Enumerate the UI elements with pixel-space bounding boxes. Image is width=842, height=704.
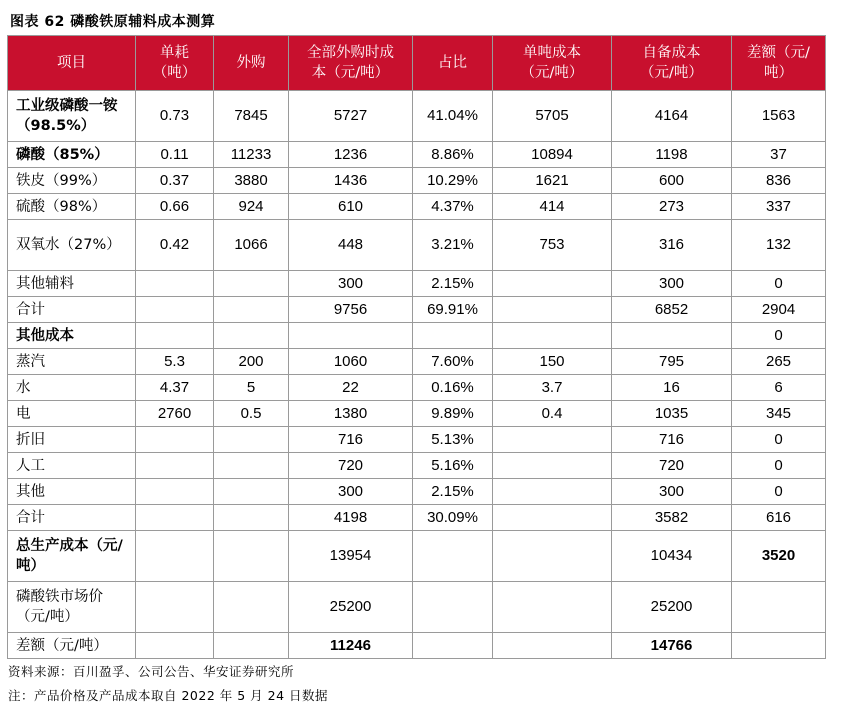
source-note: 资料来源：百川盈孚、公司公告、华安证券研究所	[8, 664, 295, 679]
cell-share: 30.09%	[413, 505, 493, 531]
cell-self-cost: 1035	[612, 401, 732, 427]
table-row	[8, 633, 826, 659]
table-row	[8, 297, 826, 323]
cell-full-cost: 4198	[289, 505, 413, 531]
cell-diff: 337	[732, 194, 826, 220]
cell-share: 7.60%	[413, 349, 493, 375]
row-label: 其他成本	[8, 323, 136, 349]
cell-self-cost: 716	[612, 427, 732, 453]
cell-purchase	[214, 453, 289, 479]
cell-usage	[136, 633, 214, 659]
cell-purchase	[214, 479, 289, 505]
cell-full-cost: 11246	[289, 633, 413, 659]
table-row	[8, 323, 826, 349]
cell-purchase	[214, 271, 289, 297]
footnote: 注：产品价格及产品成本取自 2022 年 5 月 24 日数据	[8, 688, 329, 703]
cell-share	[413, 323, 493, 349]
col-header-diff: 差额（元/ 吨）	[732, 36, 826, 91]
cell-share: 41.04%	[413, 91, 493, 142]
cell-usage	[136, 531, 214, 582]
row-label: 硫酸（98%）	[8, 194, 136, 220]
cell-diff: 0	[732, 427, 826, 453]
cell-diff	[732, 633, 826, 659]
cell-purchase	[214, 323, 289, 349]
col-header-unit-cost: 单吨成本 （元/吨）	[493, 36, 612, 91]
cell-full-cost	[289, 323, 413, 349]
cell-purchase: 5	[214, 375, 289, 401]
row-label: 水	[8, 375, 136, 401]
cell-purchase: 0.5	[214, 401, 289, 427]
table-row	[8, 479, 826, 505]
cell-purchase	[214, 582, 289, 633]
cell-unit-cost	[493, 323, 612, 349]
col-header-item: 项目	[8, 36, 136, 91]
cell-self-cost: 600	[612, 168, 732, 194]
col-header-usage: 单耗 （吨）	[136, 36, 214, 91]
figure-title: 图表 62 磷酸铁原辅料成本测算	[10, 14, 216, 30]
cell-full-cost: 610	[289, 194, 413, 220]
col-header-full-cost: 全部外购时成 本（元/吨）	[289, 36, 413, 91]
cell-full-cost: 716	[289, 427, 413, 453]
cell-usage: 4.37	[136, 375, 214, 401]
cell-diff: 345	[732, 401, 826, 427]
col-header-self-cost: 自备成本 （元/吨）	[612, 36, 732, 91]
row-label: 总生产成本（元/吨）	[8, 531, 136, 582]
cell-full-cost: 13954	[289, 531, 413, 582]
cell-unit-cost	[493, 582, 612, 633]
cell-unit-cost: 3.7	[493, 375, 612, 401]
cell-full-cost: 448	[289, 220, 413, 271]
cell-purchase	[214, 427, 289, 453]
cell-purchase: 924	[214, 194, 289, 220]
cell-unit-cost: 5705	[493, 91, 612, 142]
cell-share: 4.37%	[413, 194, 493, 220]
cell-share: 69.91%	[413, 297, 493, 323]
cell-share: 10.29%	[413, 168, 493, 194]
cell-diff: 2904	[732, 297, 826, 323]
cell-usage	[136, 323, 214, 349]
cell-usage	[136, 582, 214, 633]
cell-usage: 2760	[136, 401, 214, 427]
cell-usage: 0.11	[136, 142, 214, 168]
cell-unit-cost	[493, 427, 612, 453]
cell-self-cost: 16	[612, 375, 732, 401]
table-row	[8, 271, 826, 297]
row-label: 铁皮（99%）	[8, 168, 136, 194]
cell-diff: 836	[732, 168, 826, 194]
table-row	[8, 505, 826, 531]
cell-unit-cost	[493, 531, 612, 582]
cell-purchase: 1066	[214, 220, 289, 271]
cell-usage: 0.73	[136, 91, 214, 142]
cell-purchase	[214, 505, 289, 531]
cell-share: 8.86%	[413, 142, 493, 168]
cell-usage	[136, 453, 214, 479]
cell-self-cost: 25200	[612, 582, 732, 633]
col-header-purchase: 外购	[214, 36, 289, 91]
cell-full-cost: 300	[289, 479, 413, 505]
cell-full-cost: 5727	[289, 91, 413, 142]
cell-diff: 6	[732, 375, 826, 401]
row-label: 折旧	[8, 427, 136, 453]
cell-self-cost: 316	[612, 220, 732, 271]
cell-unit-cost: 10894	[493, 142, 612, 168]
row-label: 合计	[8, 505, 136, 531]
cell-full-cost: 1060	[289, 349, 413, 375]
col-header-share: 占比	[413, 36, 493, 91]
row-label: 其他	[8, 479, 136, 505]
cell-share: 5.13%	[413, 427, 493, 453]
cell-unit-cost: 1621	[493, 168, 612, 194]
cell-full-cost: 9756	[289, 297, 413, 323]
cell-purchase	[214, 297, 289, 323]
cell-share: 2.15%	[413, 271, 493, 297]
cell-purchase: 7845	[214, 91, 289, 142]
cell-usage: 0.66	[136, 194, 214, 220]
cell-full-cost: 1380	[289, 401, 413, 427]
cell-purchase	[214, 633, 289, 659]
cell-diff: 0	[732, 453, 826, 479]
cell-self-cost: 795	[612, 349, 732, 375]
cell-unit-cost: 0.4	[493, 401, 612, 427]
cell-self-cost: 720	[612, 453, 732, 479]
cell-share: 3.21%	[413, 220, 493, 271]
cell-self-cost: 10434	[612, 531, 732, 582]
cell-diff: 0	[732, 323, 826, 349]
cell-purchase: 11233	[214, 142, 289, 168]
row-label: 工业级磷酸一铵（98.5%）	[8, 91, 136, 142]
cell-share	[413, 531, 493, 582]
cell-share: 0.16%	[413, 375, 493, 401]
row-label: 电	[8, 401, 136, 427]
cell-diff: 0	[732, 271, 826, 297]
row-label: 磷酸（85%）	[8, 142, 136, 168]
cell-unit-cost	[493, 633, 612, 659]
cell-unit-cost: 150	[493, 349, 612, 375]
cell-full-cost: 1236	[289, 142, 413, 168]
cell-self-cost: 300	[612, 479, 732, 505]
row-label: 蒸汽	[8, 349, 136, 375]
row-label: 人工	[8, 453, 136, 479]
cell-purchase: 3880	[214, 168, 289, 194]
cell-unit-cost	[493, 453, 612, 479]
cell-full-cost: 25200	[289, 582, 413, 633]
cell-self-cost: 4164	[612, 91, 732, 142]
header-row	[8, 36, 826, 91]
cell-share: 5.16%	[413, 453, 493, 479]
cell-usage	[136, 271, 214, 297]
cell-share: 2.15%	[413, 479, 493, 505]
cell-diff: 616	[732, 505, 826, 531]
cell-diff: 3520	[732, 531, 826, 582]
cell-usage	[136, 427, 214, 453]
cell-usage	[136, 505, 214, 531]
cell-usage: 5.3	[136, 349, 214, 375]
cell-full-cost: 22	[289, 375, 413, 401]
cell-self-cost: 6852	[612, 297, 732, 323]
cell-purchase	[214, 531, 289, 582]
cell-diff: 265	[732, 349, 826, 375]
cell-unit-cost	[493, 297, 612, 323]
table-row	[8, 427, 826, 453]
cell-share: 9.89%	[413, 401, 493, 427]
table-row	[8, 220, 826, 271]
cell-share	[413, 633, 493, 659]
cell-unit-cost: 414	[493, 194, 612, 220]
cell-full-cost: 300	[289, 271, 413, 297]
table-row	[8, 194, 826, 220]
row-label: 差额（元/吨）	[8, 633, 136, 659]
cell-diff	[732, 582, 826, 633]
row-label: 双氧水（27%）	[8, 220, 136, 271]
table-row	[8, 375, 826, 401]
cell-self-cost: 14766	[612, 633, 732, 659]
cell-diff: 0	[732, 479, 826, 505]
cell-diff: 132	[732, 220, 826, 271]
table-row	[8, 401, 826, 427]
cell-share	[413, 582, 493, 633]
row-label: 其他辅料	[8, 271, 136, 297]
row-label: 合计	[8, 297, 136, 323]
table-row	[8, 142, 826, 168]
cell-usage	[136, 479, 214, 505]
cost-table	[7, 35, 826, 659]
cell-self-cost: 3582	[612, 505, 732, 531]
table-row	[8, 531, 826, 582]
table-row	[8, 582, 826, 633]
cell-diff: 1563	[732, 91, 826, 142]
cell-full-cost: 1436	[289, 168, 413, 194]
cell-usage	[136, 297, 214, 323]
table-row	[8, 91, 826, 142]
cell-unit-cost	[493, 505, 612, 531]
table-row	[8, 453, 826, 479]
table-row	[8, 168, 826, 194]
cell-usage: 0.42	[136, 220, 214, 271]
cell-unit-cost	[493, 271, 612, 297]
row-label: 磷酸铁市场价（元/吨）	[8, 582, 136, 633]
cell-unit-cost	[493, 479, 612, 505]
cell-purchase: 200	[214, 349, 289, 375]
cell-usage: 0.37	[136, 168, 214, 194]
cell-self-cost: 273	[612, 194, 732, 220]
cell-diff: 37	[732, 142, 826, 168]
table-row	[8, 349, 826, 375]
cell-self-cost	[612, 323, 732, 349]
cell-self-cost: 1198	[612, 142, 732, 168]
cell-unit-cost: 753	[493, 220, 612, 271]
cell-self-cost: 300	[612, 271, 732, 297]
cell-full-cost: 720	[289, 453, 413, 479]
